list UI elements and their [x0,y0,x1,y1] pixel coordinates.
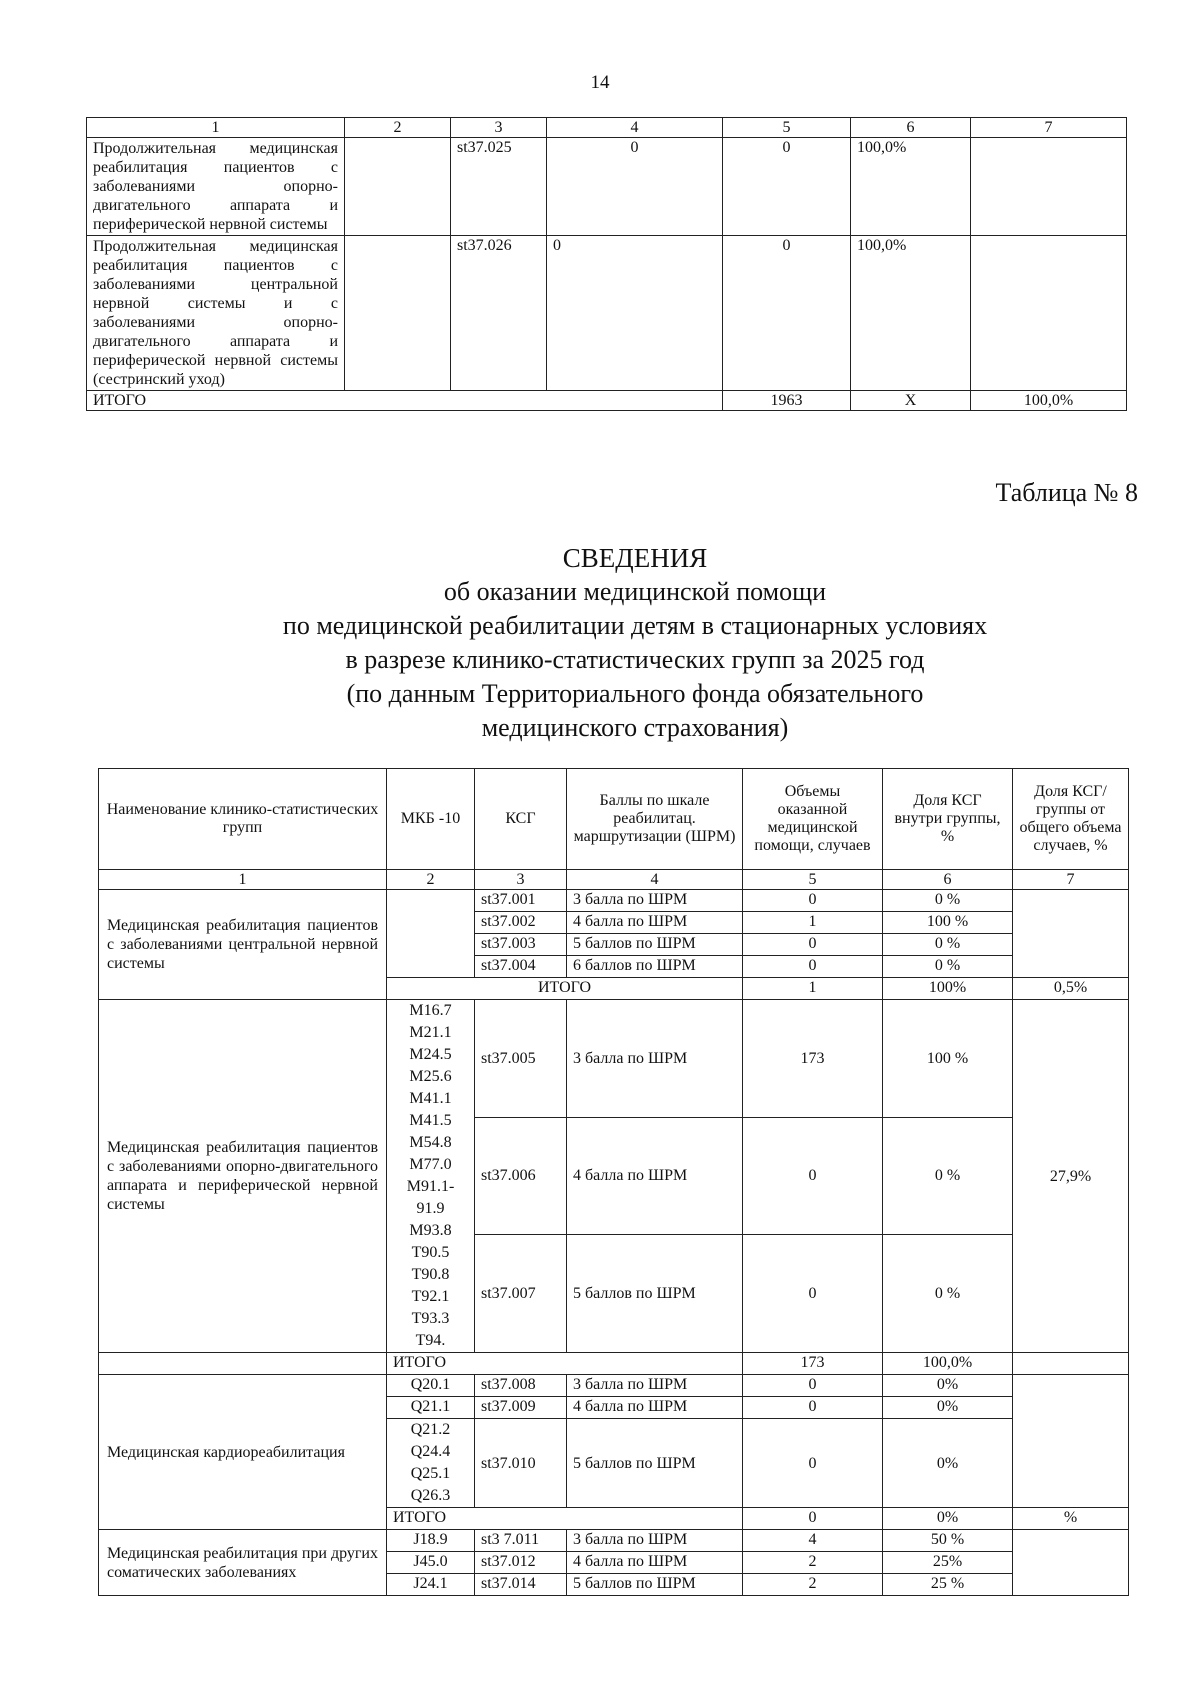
share-cell: 25% [883,1552,1013,1574]
mkb-cell: Q20.1 [387,1375,475,1397]
volume-cell: 0 [743,1235,883,1353]
score-cell: 5 баллов по ШРМ [567,934,743,956]
score-cell: 6 баллов по ШРМ [567,956,743,978]
mkb-code: М16.7 [409,1002,452,1019]
total-label: ИТОГО [387,1353,743,1375]
table-7-continuation [86,117,1127,411]
title-line: медицинского страхования) [481,713,789,742]
volume-cell: 2 [743,1552,883,1574]
header-row [99,769,1129,870]
mkb-code: Т92.1 [411,1288,450,1305]
share-cell: 100,0% [851,138,971,236]
share-cell: 50 % [883,1530,1013,1552]
volume-cell: 2 [743,1574,883,1596]
col-number: 2 [345,118,451,138]
total-row [87,391,1127,411]
col-number: 4 [547,118,723,138]
share-cell: 100,0% [851,236,971,391]
title-line: об оказании медицинской помощи [443,577,827,606]
col-number: 6 [851,118,971,138]
mkb-code: 91.9 [416,1200,445,1217]
mkb-cell [387,890,475,978]
total-row [99,1353,1129,1375]
header-group: Наименование клинико-статистических групп [99,769,387,870]
ksg-cell: st37.002 [475,912,567,934]
score-cell: 4 балла по ШРМ [567,1397,743,1419]
ksg-cell: st37.004 [475,956,567,978]
col-number: 6 [883,870,1013,890]
header-share: Доля КСГ внутри группы, % [883,769,1013,870]
share-cell: 25 % [883,1574,1013,1596]
group-name: Продолжительная медицинская реабилитация пациентов с заболеваниями опорно-двигательного аппарата и периферической нервной системы [87,138,345,236]
table-row [99,890,1129,912]
mkb-code: М77.0 [409,1156,452,1173]
score-cell: 5 баллов по ШРМ [567,1419,743,1508]
volume-cell: 0 [743,890,883,912]
volume-cell: 0 [723,138,851,236]
ksg-cell: st37.025 [451,138,547,236]
mkb-cell: J24.1 [387,1574,475,1596]
group-share-cell [1013,1375,1129,1508]
share-cell: 0 % [883,956,1013,978]
col-number: 5 [743,870,883,890]
group-share-cell: 27,9% [1013,1000,1129,1353]
score-cell: 5 баллов по ШРМ [567,1574,743,1596]
ksg-cell: st37.009 [475,1397,567,1419]
table-label: Таблица № 8 [995,478,1138,507]
col-number: 5 [723,118,851,138]
mkb-codes [387,1000,475,1353]
mkb-code: М21.1 [409,1024,452,1041]
ksg-cell: st37.005 [475,1000,567,1118]
ksg-cell: st37.010 [475,1419,567,1508]
score-cell: 0 [547,138,723,236]
share-cell: 0 % [883,890,1013,912]
total-group-share: % [1013,1508,1129,1530]
mkb-code: Т90.5 [411,1244,450,1261]
volume-cell: 1 [743,912,883,934]
total-volume: 1963 [723,391,851,411]
table-row [87,138,1127,236]
mkb-code: М54.8 [409,1134,452,1151]
total-label: ИТОГО [87,391,723,411]
ksg-cell: st37.008 [475,1375,567,1397]
mkb-cell [345,138,451,236]
share-cell: 100 % [883,912,1013,934]
col-number: 3 [451,118,547,138]
mkb-code: Т90.8 [411,1266,450,1283]
score-cell: 4 балла по ШРМ [567,912,743,934]
score-cell: 3 балла по ШРМ [567,1000,743,1118]
volume-cell: 4 [743,1530,883,1552]
score-cell: 3 балла по ШРМ [567,1530,743,1552]
mkb-code: М25.6 [409,1068,452,1085]
share-cell: 0% [883,1419,1013,1508]
share-cell: 0 % [883,1235,1013,1353]
total-share: 0% [883,1508,1013,1530]
table-row [99,1000,1129,1118]
mkb-cell: Q21.2 Q24.4 Q25.1 Q26.3 [387,1419,475,1508]
mkb-cell: Q21.1 [387,1397,475,1419]
group-share-cell [1013,1530,1129,1596]
group-name: Медицинская реабилитация при других соматических заболеваниях [99,1530,387,1596]
table-row [99,1530,1129,1552]
mkb-code: М41.1 [409,1090,452,1107]
col-number: 3 [475,870,567,890]
share-cell: 100 % [883,1000,1013,1118]
score-cell: 3 балла по ШРМ [567,890,743,912]
volume-cell: 0 [743,1419,883,1508]
volume-cell: 0 [743,1375,883,1397]
ksg-cell: st37.006 [475,1117,567,1235]
score-cell: 5 баллов по ШРМ [567,1235,743,1353]
total-volume: 173 [743,1353,883,1375]
mkb-cell: J45.0 [387,1552,475,1574]
score-cell: 0 [547,236,723,391]
col-number: 7 [971,118,1127,138]
share-cell: 0 % [883,934,1013,956]
mkb-code: М24.5 [409,1046,452,1063]
total-group-share: 0,5% [1013,978,1129,1000]
score-cell: 3 балла по ШРМ [567,1375,743,1397]
header-group-share: Доля КСГ/группы от общего объема случаев, % [1013,769,1129,870]
group-name: Продолжительная медицинская реабилитация пациентов с заболеваниями центральной нервной системы и с заболеваниями опорно-двигательного аппарата и периферической нервной системы (сестринский уход) [87,236,345,391]
ksg-cell: st37.014 [475,1574,567,1596]
group-name: Медицинская кардиореабилитация [99,1375,387,1530]
title-line: (по данным Территориального фонда обязательного [346,679,924,708]
header-mkb: МКБ -10 [387,769,475,870]
col-number: 1 [99,870,387,890]
total-volume: 1 [743,978,883,1000]
column-number-row [87,118,1127,138]
ksg-cell: st37.001 [475,890,567,912]
col-number: 7 [1013,870,1129,890]
mkb-cell: J18.9 [387,1530,475,1552]
volume-cell: 0 [743,1397,883,1419]
share-cell: 0% [883,1375,1013,1397]
title-line: в разрезе клинико-статистических групп за 2025 год [345,645,925,674]
col-number: 4 [567,870,743,890]
total-label: ИТОГО [387,978,743,1000]
mkb-cell [345,236,451,391]
volume-cell: 0 [743,934,883,956]
empty-cell [99,1353,387,1375]
header-volume: Объемы оказанной медицинской помощи, случаев [743,769,883,870]
table-row [87,236,1127,391]
ksg-cell: st37.026 [451,236,547,391]
mkb-code: М41.5 [409,1112,452,1129]
page-number: 14 [590,72,610,93]
header-score: Баллы по шкале реабилитац. маршрутизации (ШРМ) [567,769,743,870]
total-volume: 0 [743,1508,883,1530]
volume-cell: 0 [723,236,851,391]
col-number: 1 [87,118,345,138]
total-group-share [1013,1353,1129,1375]
group-name: Медицинская реабилитация пациентов с заболеваниями центральной нервной системы [99,890,387,1000]
group-share-cell [971,236,1127,391]
ksg-cell: st37.003 [475,934,567,956]
group-name: Медицинская реабилитация пациентов с заболеваниями опорно-двигательного аппарата и периферической нервной системы [99,1000,387,1353]
title-line: по медицинской реабилитации детям в стационарных условиях [282,611,988,640]
mkb-code: М91.1- [406,1178,455,1195]
share-cell: 0% [883,1397,1013,1419]
ksg-cell: st37.012 [475,1552,567,1574]
total-share: Х [851,391,971,411]
volume-cell: 0 [743,1117,883,1235]
title-main: СВЕДЕНИЯ [562,543,708,573]
ksg-cell: st3 7.011 [475,1530,567,1552]
total-group-share: 100,0% [971,391,1127,411]
table-8 [98,768,1129,1596]
group-share-cell [1013,890,1129,978]
score-cell: 4 балла по ШРМ [567,1117,743,1235]
group-share-cell [971,138,1127,236]
document-title [150,541,1120,745]
share-cell: 0 % [883,1117,1013,1235]
total-share: 100% [883,978,1013,1000]
ksg-cell: st37.007 [475,1235,567,1353]
col-number: 2 [387,870,475,890]
mkb-code: Т93.3 [411,1310,450,1327]
volume-cell: 173 [743,1000,883,1118]
score-cell: 4 балла по ШРМ [567,1552,743,1574]
header-ksg: КСГ [475,769,567,870]
volume-cell: 0 [743,956,883,978]
total-share: 100,0% [883,1353,1013,1375]
table-row [99,1375,1129,1397]
mkb-code: Т94. [415,1332,446,1349]
total-label: ИТОГО [387,1508,743,1530]
mkb-code: М93.8 [409,1222,452,1239]
column-number-row [99,870,1129,890]
